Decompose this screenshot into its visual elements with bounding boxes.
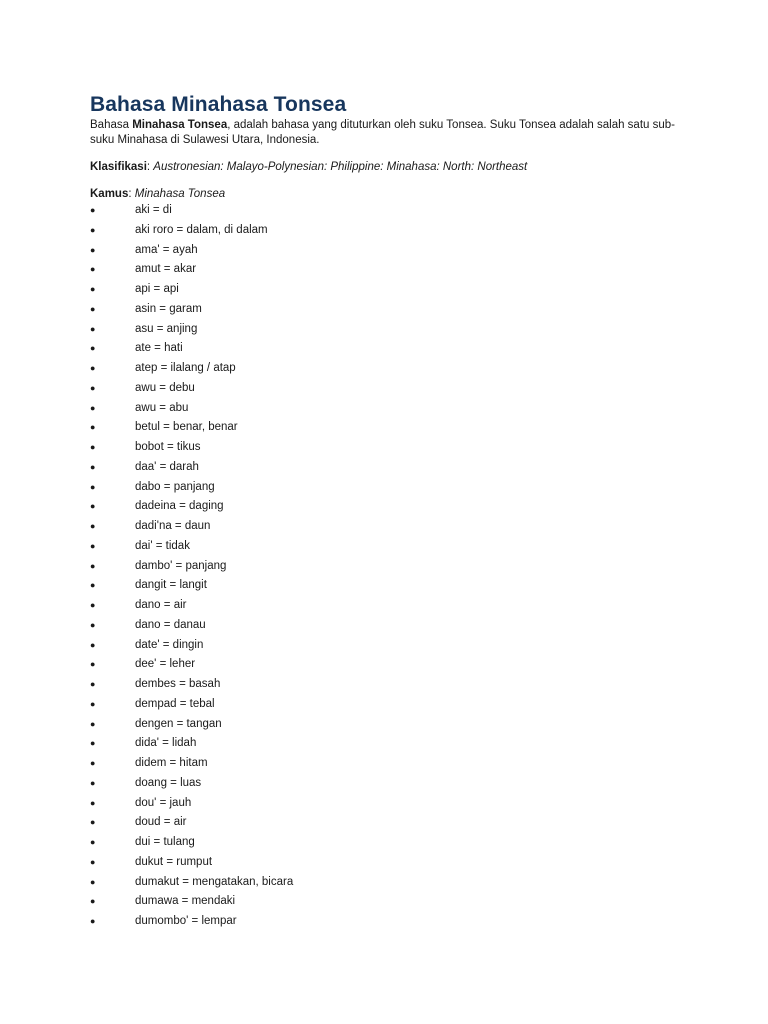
bullet-icon: ● <box>90 916 96 926</box>
bullet-icon: ● <box>90 856 96 867</box>
list-item <box>90 539 680 559</box>
bullet-icon: ● <box>90 382 96 393</box>
entry-text: dee' = leher <box>135 658 196 671</box>
entry-text: amut = akar <box>135 263 197 276</box>
list-item <box>90 618 680 638</box>
entry-text: aki = di <box>135 204 172 216</box>
entry-text: dano = danau <box>135 618 206 631</box>
intro-suffix: , adalah bahasa yang dituturkan oleh suku Tonsea. Suku Tonsea adalah salah satu sub-suku Minahasa di Sulawesi Utara, Indonesia. <box>90 119 675 146</box>
entry-text: doud = air <box>135 816 187 829</box>
bullet-icon: ● <box>90 501 96 512</box>
entry-text: date' = dingin <box>135 638 204 651</box>
entry-text: asu = anjing <box>135 322 198 335</box>
bullet-icon: ● <box>90 698 96 709</box>
list-item <box>90 559 680 579</box>
classification-separator: : <box>146 161 154 173</box>
list-item <box>90 282 680 302</box>
bullet-icon: ● <box>90 619 96 630</box>
list-item <box>90 736 680 756</box>
page-title: Bahasa Minahasa Tonsea <box>90 93 347 116</box>
list-item <box>90 519 680 539</box>
bullet-icon: ● <box>90 738 96 749</box>
entry-text: dou' = jauh <box>135 796 192 809</box>
bullet-icon: ● <box>90 817 96 828</box>
entry-text: dumakut = mengatakan, bicara <box>135 875 294 888</box>
list-item <box>90 381 680 401</box>
list-item <box>90 875 680 895</box>
list-item <box>90 480 680 500</box>
intro-bold-term: Minahasa Tonsea <box>132 119 228 131</box>
bullet-icon: ● <box>90 521 96 531</box>
entry-text: dangit = langit <box>135 579 207 592</box>
entry-text: dembes = basah <box>135 678 221 690</box>
intro-paragraph <box>90 118 680 148</box>
entry-text: dambo' = panjang <box>135 559 227 572</box>
entry-text: dadeina = daging <box>135 500 224 513</box>
entry-text: dadi'na = daun <box>135 520 211 532</box>
list-item <box>90 223 680 243</box>
list-item <box>90 756 680 776</box>
bullet-icon: ● <box>90 224 96 235</box>
kamus-separator: : <box>128 188 135 200</box>
entry-text: awu = debu <box>135 381 195 394</box>
entry-text: didem = hitam <box>135 757 208 769</box>
entry-text: awu = abu <box>135 401 189 414</box>
bullet-icon: ● <box>90 540 96 551</box>
list-item <box>90 598 680 618</box>
list-item <box>90 401 680 421</box>
bullet-icon: ● <box>90 442 96 452</box>
entry-text: ama' = ayah <box>135 243 198 256</box>
bullet-icon: ● <box>90 205 96 215</box>
bullet-icon: ● <box>90 481 96 492</box>
list-item <box>90 420 680 440</box>
entry-text: dai' = tidak <box>135 539 190 552</box>
list-item <box>90 638 680 658</box>
bullet-icon: ● <box>90 284 96 294</box>
entry-text: dengen = tangan <box>135 717 222 730</box>
list-item <box>90 815 680 835</box>
intro-prefix: Bahasa <box>90 119 133 131</box>
bullet-icon: ● <box>90 797 96 808</box>
bullet-icon: ● <box>90 718 96 729</box>
bullet-icon: ● <box>90 896 96 907</box>
entry-text: dida' = lidah <box>135 737 197 750</box>
entry-text: api = api <box>135 283 179 295</box>
bullet-icon: ● <box>90 363 96 373</box>
entry-text: dumombo' = lempar <box>135 915 237 927</box>
entry-text: dano = air <box>135 599 187 611</box>
list-item <box>90 203 680 223</box>
bullet-icon: ● <box>90 244 96 255</box>
bullet-icon: ● <box>90 876 96 887</box>
entry-text: asin = garam <box>135 302 202 315</box>
bullet-icon: ● <box>90 560 96 571</box>
bullet-icon: ● <box>90 777 96 788</box>
dictionary-list <box>90 203 680 934</box>
bullet-icon: ● <box>90 323 96 334</box>
list-item <box>90 796 680 816</box>
bullet-icon: ● <box>90 422 96 433</box>
entry-text: bobot = tikus <box>135 441 201 453</box>
entry-text: dumawa = mendaki <box>135 895 236 908</box>
bullet-icon: ● <box>90 264 96 275</box>
entry-text: doang = luas <box>135 776 202 789</box>
list-item <box>90 855 680 875</box>
entry-text: betul = benar, benar <box>135 421 238 434</box>
list-item <box>90 243 680 263</box>
list-item <box>90 361 680 381</box>
entry-text: daa' = darah <box>135 460 199 473</box>
bullet-icon: ● <box>90 600 96 610</box>
classification-line <box>90 160 680 175</box>
entry-text: dabo = panjang <box>135 480 215 493</box>
kamus-label: Kamus <box>90 188 129 200</box>
entry-text: dukut = rumput <box>135 855 213 868</box>
list-item <box>90 322 680 342</box>
bullet-icon: ● <box>90 837 96 847</box>
list-item <box>90 677 680 697</box>
entry-text: aki roro = dalam, di dalam <box>135 223 268 236</box>
list-item <box>90 460 680 480</box>
list-item <box>90 440 680 460</box>
bullet-icon: ● <box>90 461 96 472</box>
bullet-icon: ● <box>90 758 96 768</box>
list-item <box>90 717 680 737</box>
bullet-icon: ● <box>90 679 96 689</box>
list-item <box>90 835 680 855</box>
list-item <box>90 302 680 322</box>
list-item <box>90 697 680 717</box>
bullet-icon: ● <box>90 343 96 354</box>
classification-value: Austronesian: Malayo-Polynesian: Philippine: Minahasa: North: Northeast <box>153 161 528 173</box>
entry-text: ate = hati <box>135 342 183 355</box>
list-item <box>90 578 680 598</box>
document-page <box>90 92 680 934</box>
list-item <box>90 914 680 934</box>
kamus-value: Minahasa Tonsea <box>134 188 226 200</box>
classification-label: Klasifikasi <box>90 161 147 173</box>
entry-text: dui = tulang <box>135 836 195 848</box>
list-item <box>90 776 680 796</box>
entry-text: dempad = tebal <box>135 697 215 710</box>
list-item <box>90 499 680 519</box>
bullet-icon: ● <box>90 402 96 413</box>
bullet-icon: ● <box>90 659 96 670</box>
list-item <box>90 894 680 914</box>
list-item <box>90 262 680 282</box>
bullet-icon: ● <box>90 303 96 314</box>
list-item <box>90 341 680 361</box>
entry-text: atep = ilalang / atap <box>135 362 236 374</box>
kamus-line <box>90 187 680 202</box>
bullet-icon: ● <box>90 639 96 650</box>
bullet-icon: ● <box>90 580 96 591</box>
list-item <box>90 657 680 677</box>
